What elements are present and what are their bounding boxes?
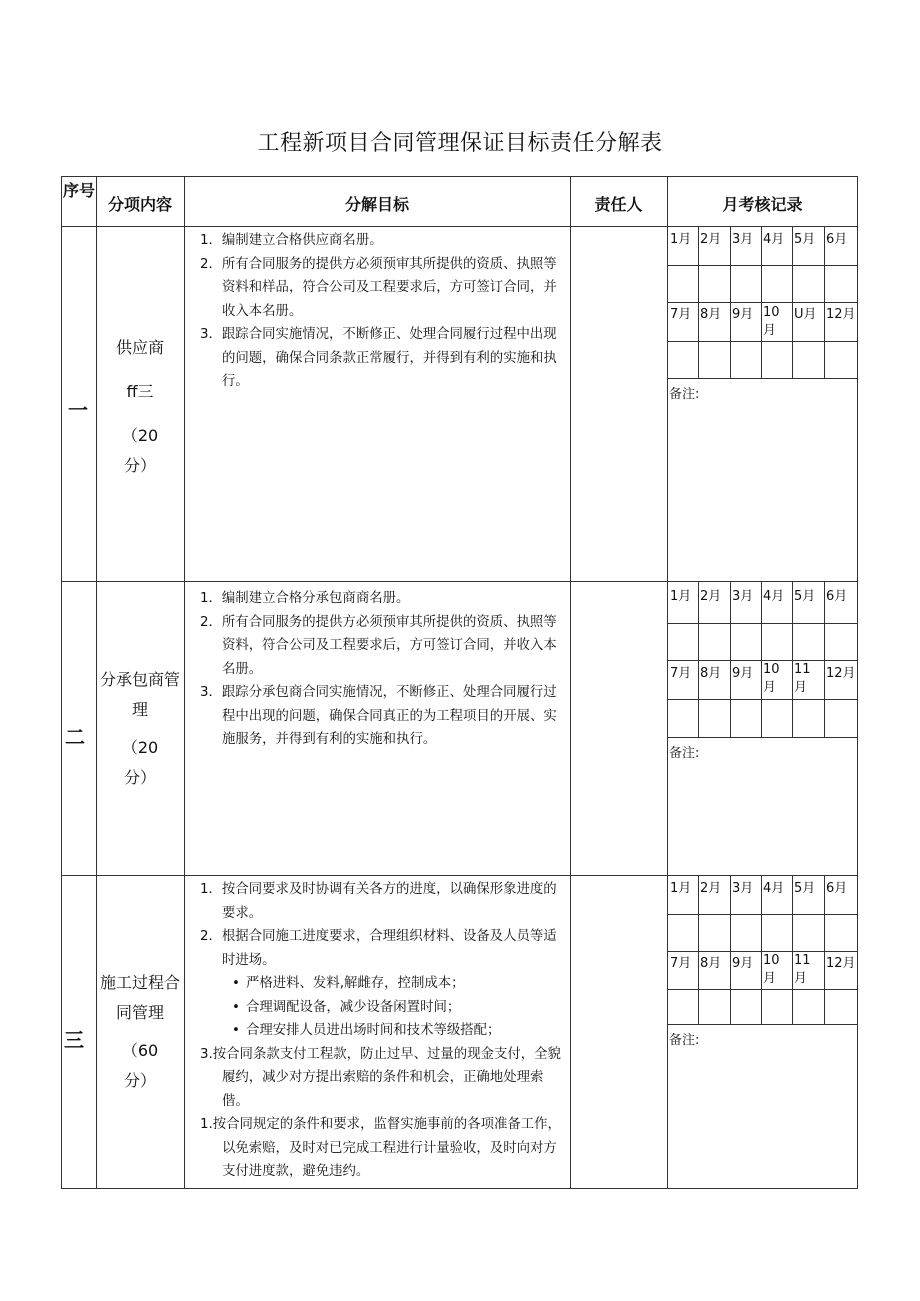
header-person: 责任人 (594, 195, 643, 214)
row-category: 供应商 ff三 （20 分） (115, 338, 164, 475)
goal-item: 3．跟踪分承包商合同实施情况，不断修正、处理合同履行过程中出现的问题，确保合同真正的为工程项目的开展、实施服务，并得到有利的实施和执行。 (200, 685, 557, 747)
goal-item: 3.按合同条款支付工程款，防止过早、过量的现金支付，全貌履约，减少对方提出索赔的条件和机会，正确地处理索偕。 (200, 1046, 561, 1109)
row-seq: 二 (65, 725, 85, 749)
goal-item: 2．所有合同服务的提供方必须预审其所提供的资质、执照等资料，符合公司及工程要求后，方可签订合同，并收入本名册。 (200, 614, 557, 677)
page-title: 工程新项目合同管理保证目标责任分解表 (257, 131, 663, 156)
table-rule (824, 581, 825, 737)
goal-item: 1．按合同要求及时协调有关各方的进度，以确保形象进度的要求。 (200, 882, 557, 921)
goal-item: 1．编制建立合格分承包商商名册。 (200, 591, 410, 606)
table-rule (792, 875, 793, 1024)
table-rule (667, 989, 858, 990)
table-rule (730, 226, 731, 378)
goal-item: 2．所有合同服务的提供方必须预审其所提供的资质、执照等资料和样品，符合公司及工程要求后，方可签订合同，并收入本名册。 (200, 256, 557, 319)
goal-item: 1.按合同规定的条件和要求，监督实施事前的各项准备工作，以免索赔，及时对已完成工程进行计量验收，及时向对方支付进度款，避免违约。 (200, 1117, 561, 1179)
table-rule (61, 226, 858, 227)
table-rule (698, 581, 699, 737)
goal-item: 2．根据合同施工进度要求，合理组织材料、设备及人员等适时进场。 (200, 929, 557, 968)
table-rule (792, 581, 793, 737)
table-rule (667, 176, 668, 1189)
goal-bullet: • 严格进料、发料,解雌存，控制成本； (232, 976, 465, 991)
table-rule (667, 1024, 858, 1025)
row-category: 施工过程合同管理 （60 分） (99, 973, 180, 1090)
row-category: 分承包商管理 （20 分） (99, 670, 180, 787)
table-rule (570, 176, 571, 1189)
goal-bullet: • 合理安排人员进出场时间和技术等级搭配； (232, 1023, 501, 1038)
table-rule (698, 875, 699, 1024)
header-seq: 序号 (63, 181, 95, 200)
note-label: 备注: (669, 387, 700, 402)
goal-item: 3．跟踪合同实施情况，不断修正、处理合同履行过程中出现的问题，确保合同条款正常履行，并得到有利的实施和执行。 (200, 327, 557, 389)
row-goals (186, 878, 570, 1184)
table-rule (667, 914, 858, 915)
table-rule (824, 875, 825, 1024)
row-seq: 三 (64, 1028, 84, 1052)
note-label: 备注: (669, 746, 700, 761)
table-rule (667, 341, 858, 342)
row-seq: 一 (68, 398, 88, 422)
table-rule (61, 875, 858, 876)
table-rule (667, 699, 858, 700)
header-category: 分项内容 (107, 195, 172, 214)
row-goals (186, 587, 570, 752)
table-rule (761, 226, 762, 378)
table-rule (824, 226, 825, 378)
table-rule (761, 875, 762, 1024)
goal-item: 1．编制建立合格供应商名册。 (200, 233, 383, 248)
table-rule (730, 581, 731, 737)
table-rule (792, 226, 793, 378)
table-rule (730, 875, 731, 1024)
table-rule (667, 737, 858, 738)
table-rule (761, 581, 762, 737)
header-goal: 分解目标 (344, 195, 409, 214)
table-rule (667, 623, 858, 624)
table-rule (667, 378, 858, 379)
table-rule (184, 176, 185, 1189)
row-goals (186, 229, 570, 394)
table-rule (667, 302, 858, 303)
goal-bullet: • 合理调配设备，减少设备闲置时间； (232, 999, 461, 1015)
table-rule (698, 226, 699, 378)
note-label: 备注: (669, 1033, 700, 1048)
table-rule (61, 581, 858, 582)
header-record: 月考核记录 (722, 195, 803, 214)
table-rule (667, 265, 858, 266)
